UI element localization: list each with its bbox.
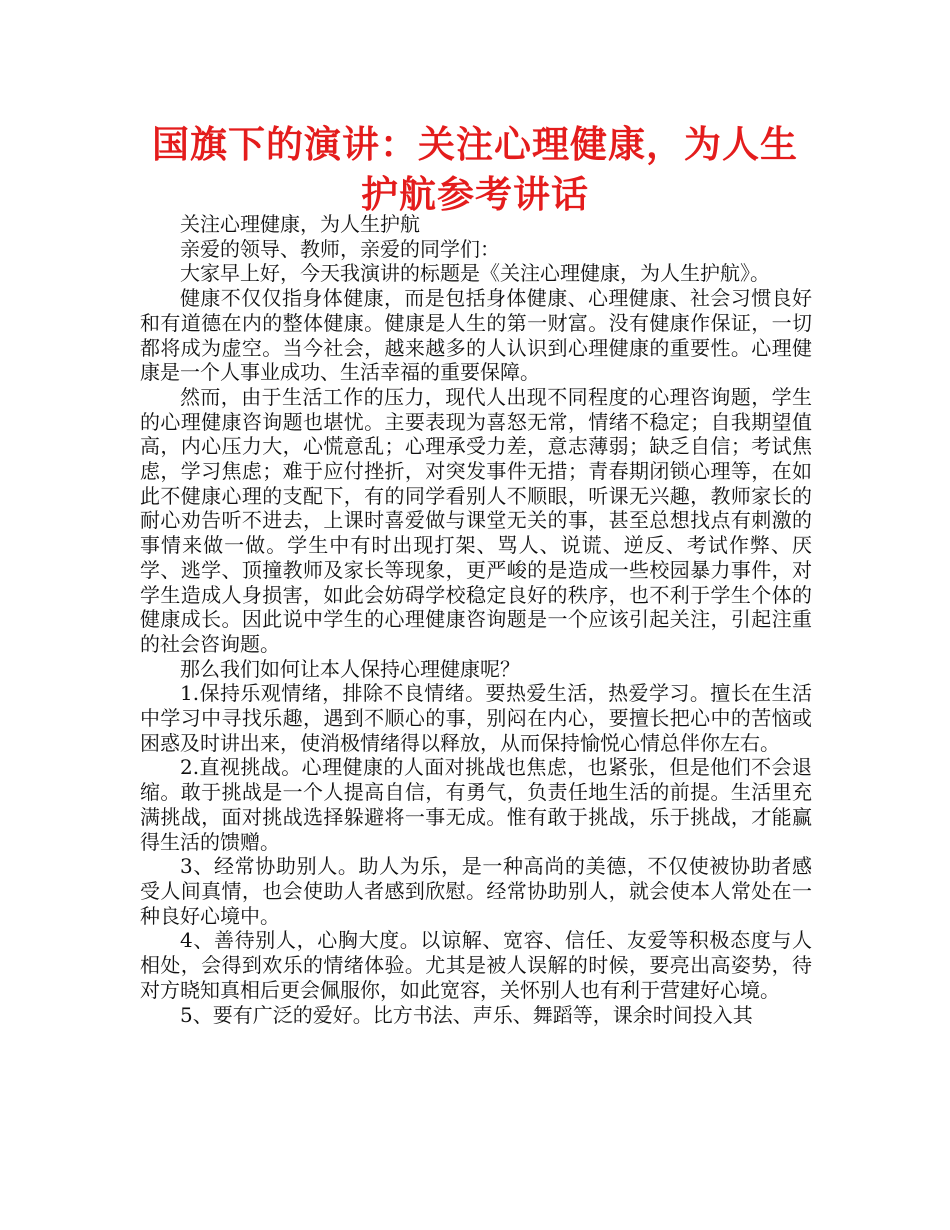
paragraph: 5、要有广泛的爱好。比方书法、声乐、舞蹈等，课余时间投入其 — [180, 1002, 753, 1027]
document-body — [140, 212, 812, 1027]
paragraph: 然而，由于生活工作的压力，现代人出现不同程度的心理咨询题，学生的心理健康咨询题也堪忧。主要表现为喜怒无常，情绪不稳定；自我期望值高，内心压力大，心慌意乱；心理承受力差，意志薄弱；缺乏自信；考试焦虑，学习焦虑；难于应付挫折，对突发事件无措；青春期闭锁心理等，在如此不健康心理的支配下，有的同学看别人不顺眼，听课无兴趣，教师家长的耐心劝告听不进去，上课时喜爱做与课堂无关的事，甚至总想找点有刺激的事情来做一做。学生中有时出现打架、骂人、说谎、逆反、考试作弊、厌学、逃学、顶撞教师及家长等现象，更严峻的是造成一些校园暴力事件，对学生造成人身损害，如此会妨碍学校稳定良好的秩序，也不利于学生个体的健康成长。因此说中学生的心理健康咨询题是一个应该引起关注，引起注重的社会咨询题。 — [140, 384, 812, 656]
document-title: 国旗下的演讲：关注心理健康，为人生护航参考讲话 — [152, 123, 798, 216]
paragraph: 3、经常协助别人。助人为乐，是一种高尚的美德，不仅使被协助者感受人间真情，也会使助人者感到欣慰。经常协助别人，就会使本人常处在一种良好心境中。 — [140, 854, 812, 928]
paragraph: 4、善待别人，心胸大度。以谅解、宽容、信任、友爱等积极态度与人相处，会得到欢乐的情绪体验。尤其是被人误解的时候，要亮出高姿势，待对方晓知真相后更会佩服你，如此宽容，关怀别人也有利于营建好心境。 — [140, 928, 812, 1002]
paragraph: 亲爱的领导、教师，亲爱的同学们： — [180, 236, 500, 261]
paragraph: 那么我们如何让本人保持心理健康呢？ — [180, 656, 520, 681]
paragraph: 健康不仅仅指身体健康，而是包括身体健康、心理健康、社会习惯良好和有道德在内的整体健康。健康是人生的第一财富。没有健康作保证，一切都将成为虚空。当今社会，越来越多的人认识到心理健康的重要性。心理健康是一个人事业成功、生活幸福的重要保障。 — [140, 286, 812, 385]
paragraph: 2.直视挑战。心理健康的人面对挑战也焦虑，也紧张，但是他们不会退缩。敢于挑战是一个人提高自信，有勇气，负责任地生活的前提。生活里充满挑战，面对挑战选择躲避将一事无成。惟有敢于挑战，乐于挑战，才能赢得生活的馈赠。 — [140, 755, 812, 854]
paragraph: 1.保持乐观情绪，排除不良情绪。要热爱生活，热爱学习。擅长在生活中学习中寻找乐趣，遇到不顺心的事，别闷在内心，要擅长把心中的苦恼或困惑及时讲出来，使消极情绪得以释放，从而保持愉悦心情总伴你左右。 — [140, 681, 812, 755]
paragraph: 关注心理健康，为人生护航 — [180, 212, 420, 236]
paragraph: 大家早上好，今天我演讲的标题是《关注心理健康，为人生护航》。 — [180, 261, 770, 286]
